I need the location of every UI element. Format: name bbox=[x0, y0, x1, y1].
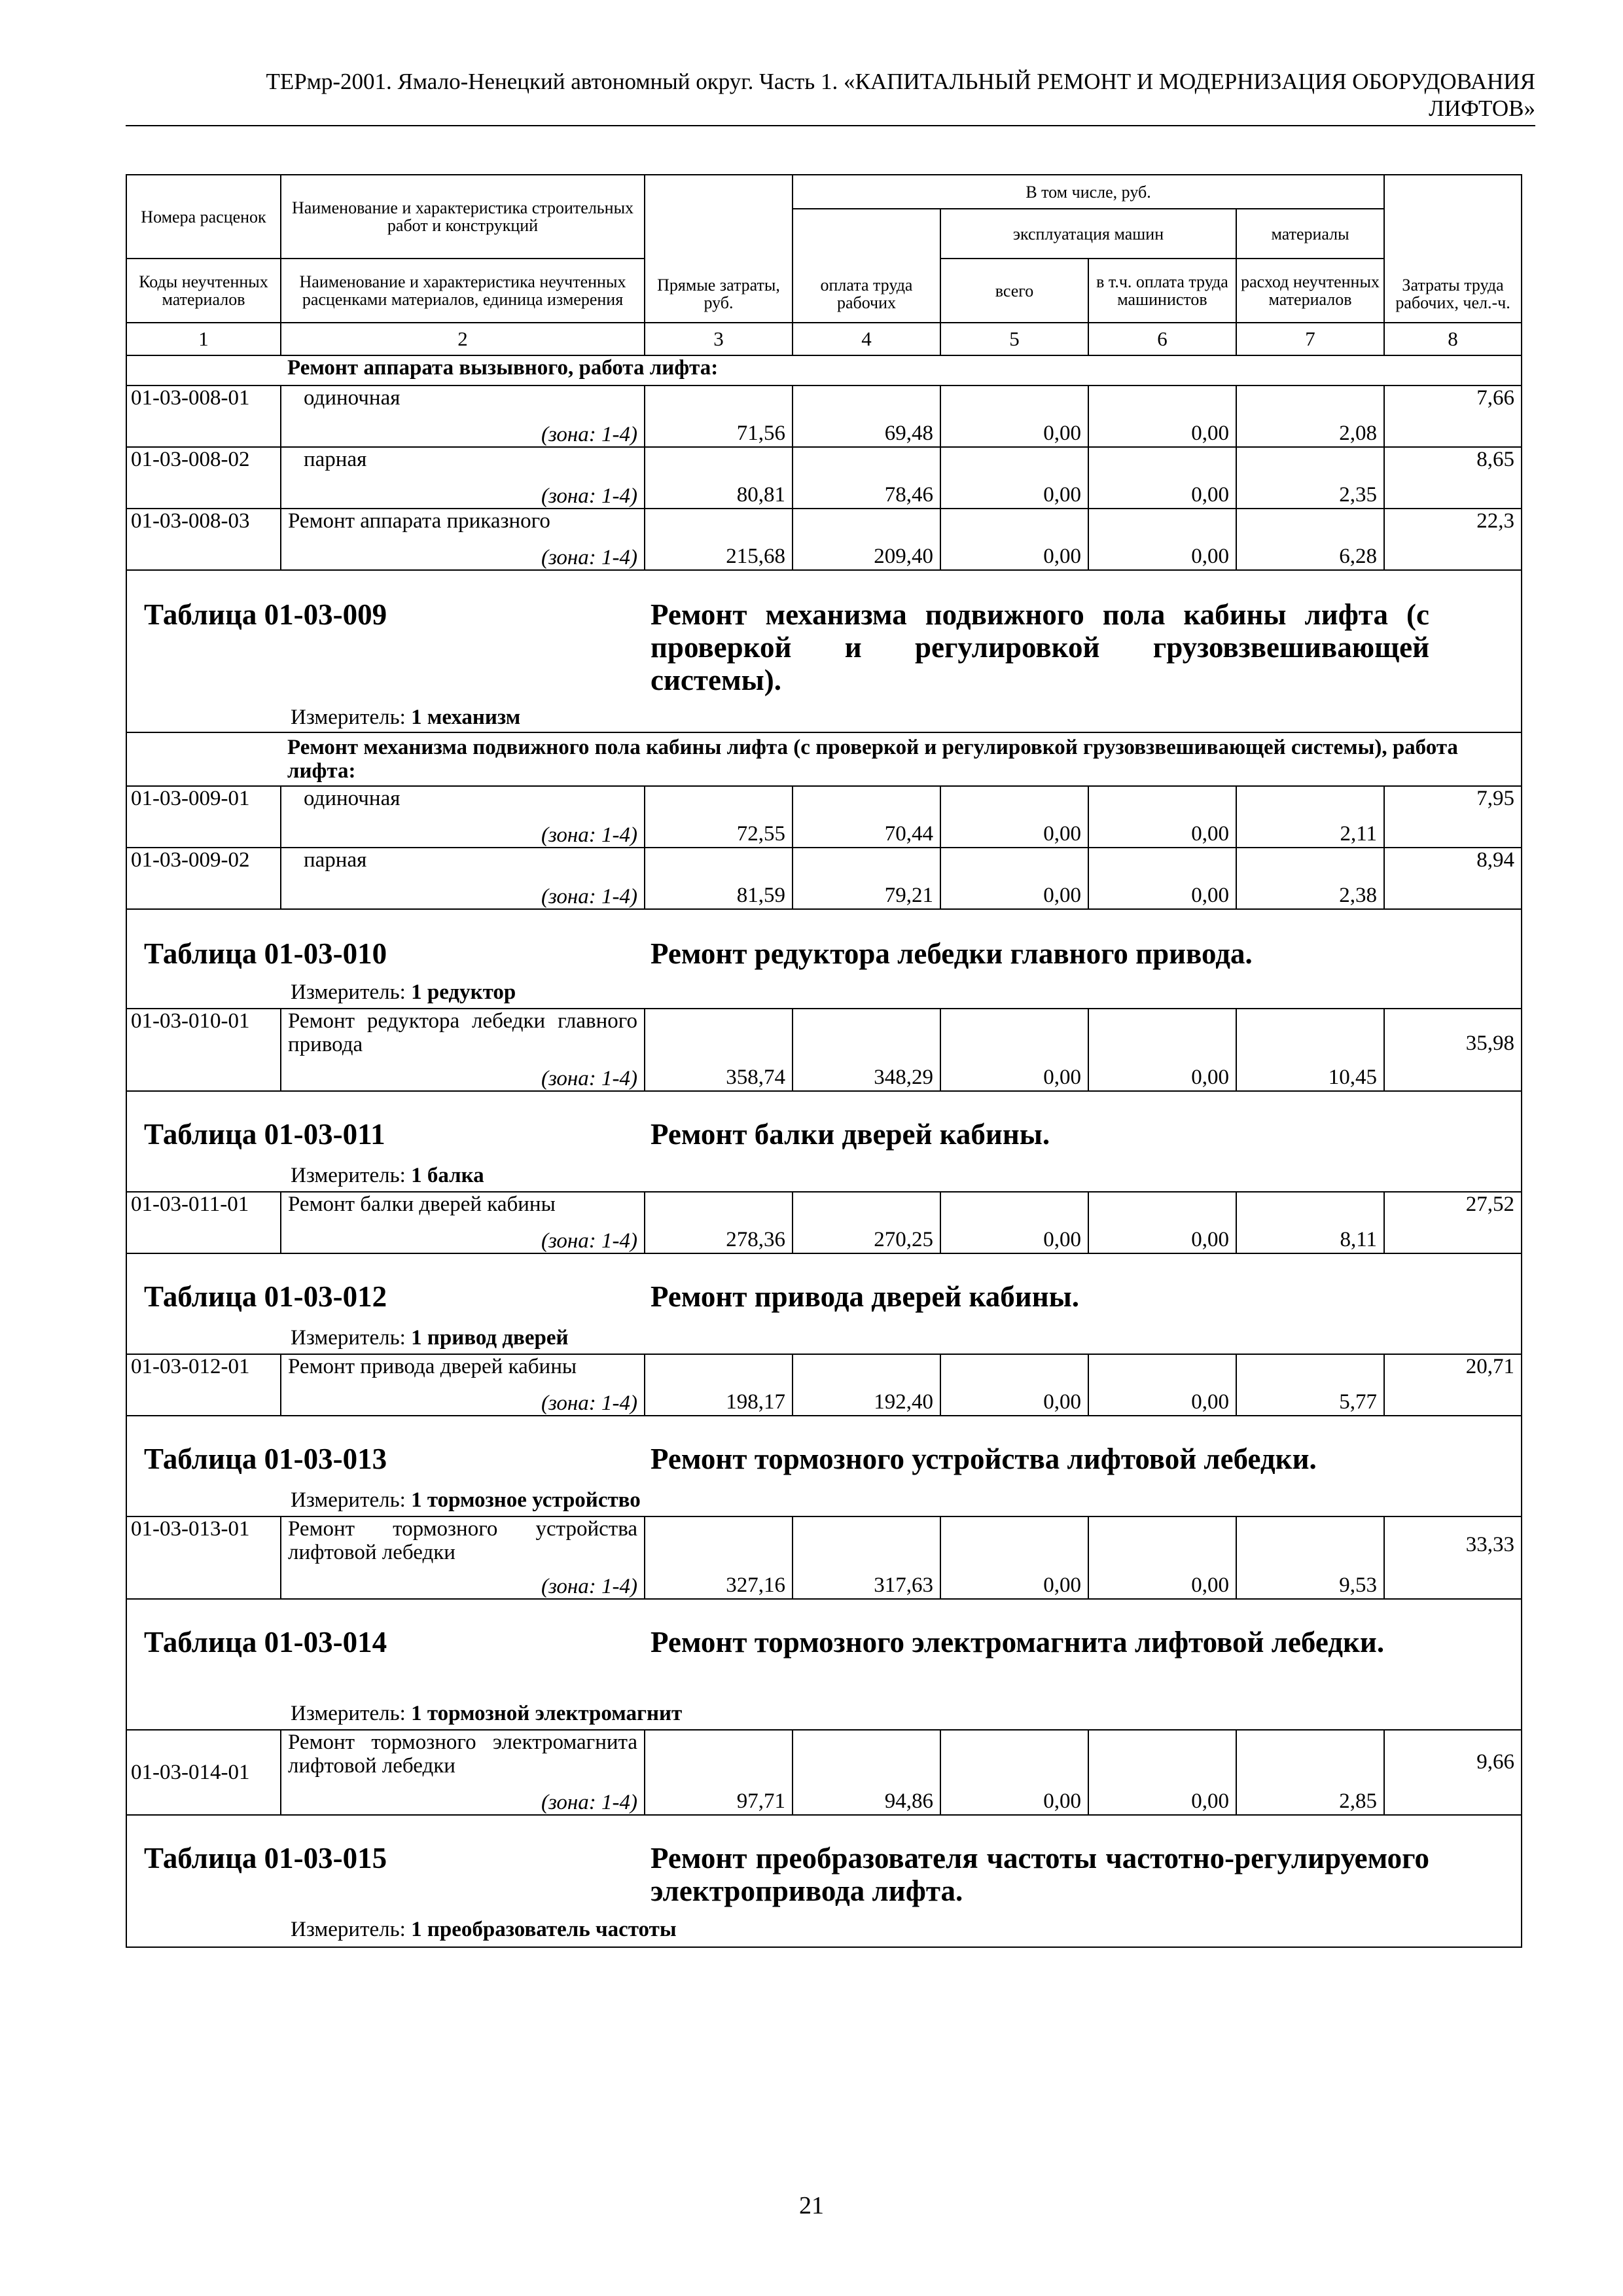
machinist-wages: 0,00 bbox=[1088, 848, 1236, 909]
zone-label: (зона: 1-4) bbox=[281, 1784, 645, 1815]
rate-name: Ремонт аппарата приказного bbox=[281, 509, 645, 539]
direct-cost: 278,36 bbox=[645, 1192, 793, 1253]
wages: 70,44 bbox=[793, 786, 940, 848]
direct-cost: 80,81 bbox=[645, 447, 793, 509]
rate-name: парная bbox=[281, 848, 645, 878]
th-name2: Наименование и характеристика неучтенных расценками материалов, единица измерения bbox=[281, 259, 645, 323]
wages: 317,63 bbox=[793, 1516, 940, 1599]
rate-code: 01-03-009-02 bbox=[126, 848, 281, 909]
table-description: Ремонт тормозного устройства лифтовой лебедки. bbox=[651, 1443, 1317, 1475]
table-description: Ремонт механизма подвижного пола кабины лифта (с проверкой и регулировкой грузовзвешивающей системы). bbox=[651, 598, 1429, 696]
table-description: Ремонт тормозного электромагнита лифтовой лебедки. bbox=[651, 1626, 1385, 1659]
direct-cost: 81,59 bbox=[645, 848, 793, 909]
col-num: 7 bbox=[1236, 323, 1384, 355]
table-row bbox=[126, 1730, 1522, 1784]
table-row bbox=[126, 1009, 1522, 1060]
machinist-wages: 0,00 bbox=[1088, 786, 1236, 848]
machines: 0,00 bbox=[940, 1009, 1088, 1091]
labor-cost: 7,66 bbox=[1384, 386, 1522, 447]
measurer bbox=[291, 1326, 569, 1350]
rate-name: Ремонт привода дверей кабины bbox=[281, 1354, 645, 1384]
labor-cost: 33,33 bbox=[1384, 1516, 1522, 1599]
wages: 69,48 bbox=[793, 386, 940, 447]
measurer-value: 1 тормозное устройство bbox=[411, 1488, 641, 1512]
measurer bbox=[291, 706, 520, 729]
materials: 2,85 bbox=[1236, 1730, 1384, 1815]
zone-label: (зона: 1-4) bbox=[281, 878, 645, 909]
section-heading-row bbox=[126, 732, 1522, 786]
measurer bbox=[291, 1702, 682, 1725]
th-vtom: В том числе, руб. bbox=[793, 175, 1384, 209]
zone-label: (зона: 1-4) bbox=[281, 816, 645, 848]
rate-code: 01-03-012-01 bbox=[126, 1354, 281, 1416]
zone-label: (зона: 1-4) bbox=[281, 477, 645, 509]
measurer-value: 1 механизм bbox=[411, 706, 521, 729]
machines: 0,00 bbox=[940, 1192, 1088, 1253]
labor-cost: 8,94 bbox=[1384, 848, 1522, 909]
header-rule bbox=[126, 125, 1535, 126]
table-title: Таблица 01-03-009 bbox=[144, 598, 387, 631]
th-ekspl: эксплуатация машин bbox=[940, 209, 1236, 259]
measurer-label: Измеритель: bbox=[291, 980, 406, 1004]
page-number: 21 bbox=[799, 2192, 824, 2219]
measurer bbox=[291, 980, 516, 1004]
measurer-value: 1 тормозной электромагнит bbox=[411, 1702, 683, 1725]
th-pryamye: Прямые затраты, руб. bbox=[645, 175, 793, 323]
machinist-wages: 0,00 bbox=[1088, 509, 1236, 570]
rate-code: 01-03-008-03 bbox=[126, 509, 281, 570]
materials: 9,53 bbox=[1236, 1516, 1384, 1599]
wages: 192,40 bbox=[793, 1354, 940, 1416]
machinist-wages: 0,00 bbox=[1088, 1354, 1236, 1416]
materials: 6,28 bbox=[1236, 509, 1384, 570]
th-vsego: всего bbox=[940, 259, 1088, 323]
table-description: Ремонт балки дверей кабины. bbox=[651, 1118, 1050, 1151]
zone-label: (зона: 1-4) bbox=[281, 1568, 645, 1599]
table-row bbox=[126, 447, 1522, 477]
measurer-value: 1 редуктор bbox=[411, 980, 516, 1004]
machines: 0,00 bbox=[940, 1516, 1088, 1599]
th-materialy: материалы bbox=[1236, 209, 1384, 259]
column-number-row bbox=[126, 323, 1522, 355]
rates-table bbox=[126, 174, 1522, 1948]
col-num: 8 bbox=[1384, 323, 1522, 355]
labor-cost: 35,98 bbox=[1384, 1009, 1522, 1091]
section-heading: Ремонт аппарата вызывного, работа лифта: bbox=[281, 355, 1522, 386]
table-title: Таблица 01-03-015 bbox=[144, 1842, 387, 1874]
zone-label: (зона: 1-4) bbox=[281, 1384, 645, 1416]
table-title-block bbox=[126, 1253, 1522, 1354]
machinist-wages: 0,00 bbox=[1088, 1192, 1236, 1253]
rate-name: Ремонт тормозного устройства лифтовой лебедки bbox=[281, 1516, 645, 1568]
col-num: 4 bbox=[793, 323, 940, 355]
materials: 2,08 bbox=[1236, 386, 1384, 447]
rate-name: парная bbox=[281, 447, 645, 477]
wages: 348,29 bbox=[793, 1009, 940, 1091]
col-num: 5 bbox=[940, 323, 1088, 355]
rate-name: Ремонт редуктора лебедки главного привода bbox=[281, 1009, 645, 1060]
measurer-label: Измеритель: bbox=[291, 1326, 406, 1350]
th-name1: Наименование и характеристика строительных работ и конструкций bbox=[281, 175, 645, 259]
measurer-label: Измеритель: bbox=[291, 706, 406, 729]
machinist-wages: 0,00 bbox=[1088, 1730, 1236, 1815]
materials: 2,35 bbox=[1236, 447, 1384, 509]
wages: 270,25 bbox=[793, 1192, 940, 1253]
table-title: Таблица 01-03-014 bbox=[144, 1626, 387, 1659]
machinist-wages: 0,00 bbox=[1088, 1516, 1236, 1599]
rate-code: 01-03-010-01 bbox=[126, 1009, 281, 1091]
wages: 209,40 bbox=[793, 509, 940, 570]
materials: 8,11 bbox=[1236, 1192, 1384, 1253]
measurer-label: Измеритель: bbox=[291, 1702, 406, 1725]
labor-cost: 8,65 bbox=[1384, 447, 1522, 509]
measurer bbox=[291, 1488, 641, 1512]
rate-name: Ремонт тормозного электромагнита лифтовой лебедки bbox=[281, 1730, 645, 1784]
direct-cost: 358,74 bbox=[645, 1009, 793, 1091]
table-title: Таблица 01-03-010 bbox=[144, 937, 387, 970]
rate-name: одиночная bbox=[281, 386, 645, 416]
running-header-line2: ЛИФТОВ» bbox=[1429, 96, 1535, 121]
measurer-label: Измеритель: bbox=[291, 1488, 406, 1512]
table-title-block bbox=[126, 1091, 1522, 1192]
labor-cost: 9,66 bbox=[1384, 1730, 1522, 1815]
th-kody: Коды неучтенных материалов bbox=[126, 259, 281, 323]
th-rashod: расход неучтенных материалов bbox=[1236, 259, 1384, 323]
rate-code: 01-03-013-01 bbox=[126, 1516, 281, 1599]
materials: 5,77 bbox=[1236, 1354, 1384, 1416]
zone-label: (зона: 1-4) bbox=[281, 539, 645, 570]
machinist-wages: 0,00 bbox=[1088, 1009, 1236, 1091]
rate-name: одиночная bbox=[281, 786, 645, 816]
th-nomera: Номера расценок bbox=[126, 175, 281, 259]
machines: 0,00 bbox=[940, 386, 1088, 447]
direct-cost: 327,16 bbox=[645, 1516, 793, 1599]
direct-cost: 97,71 bbox=[645, 1730, 793, 1815]
measurer-value: 1 привод дверей bbox=[411, 1326, 569, 1350]
table-row bbox=[126, 786, 1522, 816]
table-title-block bbox=[126, 1815, 1522, 1947]
table-title-block bbox=[126, 1416, 1522, 1516]
section-heading-row bbox=[126, 355, 1522, 386]
direct-cost: 215,68 bbox=[645, 509, 793, 570]
labor-cost: 7,95 bbox=[1384, 786, 1522, 848]
machines: 0,00 bbox=[940, 1730, 1088, 1815]
measurer bbox=[291, 1918, 677, 1941]
table-title-block bbox=[126, 570, 1522, 732]
measurer-value: 1 балка bbox=[411, 1164, 484, 1187]
col-num: 3 bbox=[645, 323, 793, 355]
table-title-block bbox=[126, 1599, 1522, 1730]
running-header-line1: ТЕРмр-2001. Ямало-Ненецкий автономный округ. Часть 1. «КАПИТАЛЬНЫЙ РЕМОНТ И МОДЕРНИЗАЦИЯ ОБОРУДОВАНИЯ bbox=[266, 69, 1535, 94]
running-header bbox=[126, 68, 1535, 122]
table-row bbox=[126, 848, 1522, 878]
labor-cost: 27,52 bbox=[1384, 1192, 1522, 1253]
measurer-label: Измеритель: bbox=[291, 1918, 406, 1941]
th-oplata: оплата труда рабочих bbox=[793, 209, 940, 323]
machines: 0,00 bbox=[940, 509, 1088, 570]
materials: 10,45 bbox=[1236, 1009, 1384, 1091]
rate-code: 01-03-009-01 bbox=[126, 786, 281, 848]
table-row bbox=[126, 1192, 1522, 1222]
materials: 2,11 bbox=[1236, 786, 1384, 848]
rate-name: Ремонт балки дверей кабины bbox=[281, 1192, 645, 1222]
machinist-wages: 0,00 bbox=[1088, 386, 1236, 447]
materials: 2,38 bbox=[1236, 848, 1384, 909]
table-title: Таблица 01-03-013 bbox=[144, 1443, 387, 1475]
wages: 79,21 bbox=[793, 848, 940, 909]
col-num: 6 bbox=[1088, 323, 1236, 355]
machinist-wages: 0,00 bbox=[1088, 447, 1236, 509]
wages: 78,46 bbox=[793, 447, 940, 509]
th-zatraty: Затраты труда рабочих, чел.-ч. bbox=[1384, 175, 1522, 323]
rate-code: 01-03-011-01 bbox=[126, 1192, 281, 1253]
machines: 0,00 bbox=[940, 447, 1088, 509]
table-row bbox=[126, 509, 1522, 539]
table-row bbox=[126, 386, 1522, 416]
zone-label: (зона: 1-4) bbox=[281, 416, 645, 447]
wages: 94,86 bbox=[793, 1730, 940, 1815]
table-header-row bbox=[126, 175, 1522, 209]
table-description: Ремонт преобразователя частоты частотно-регулируемого электропривода лифта. bbox=[651, 1842, 1429, 1907]
measurer bbox=[291, 1164, 484, 1187]
table-row bbox=[126, 1354, 1522, 1384]
table-description: Ремонт привода дверей кабины. bbox=[651, 1280, 1080, 1313]
table-title: Таблица 01-03-011 bbox=[144, 1118, 385, 1151]
table-row bbox=[126, 1516, 1522, 1568]
measurer-label: Измеритель: bbox=[291, 1164, 406, 1187]
direct-cost: 72,55 bbox=[645, 786, 793, 848]
rate-code: 01-03-008-01 bbox=[126, 386, 281, 447]
col-num: 2 bbox=[281, 323, 645, 355]
direct-cost: 198,17 bbox=[645, 1354, 793, 1416]
labor-cost: 22,3 bbox=[1384, 509, 1522, 570]
machines: 0,00 bbox=[940, 848, 1088, 909]
table-title-block bbox=[126, 909, 1522, 1009]
zone-label: (зона: 1-4) bbox=[281, 1060, 645, 1091]
direct-cost: 71,56 bbox=[645, 386, 793, 447]
measurer-value: 1 преобразователь частоты bbox=[411, 1918, 677, 1941]
rate-code: 01-03-008-02 bbox=[126, 447, 281, 509]
rate-code: 01-03-014-01 bbox=[126, 1730, 281, 1815]
th-vtch: в т.ч. оплата труда машинистов bbox=[1088, 259, 1236, 323]
col-num: 1 bbox=[126, 323, 281, 355]
table-description: Ремонт редуктора лебедки главного привода. bbox=[651, 937, 1253, 970]
machines: 0,00 bbox=[940, 1354, 1088, 1416]
zone-label: (зона: 1-4) bbox=[281, 1222, 645, 1253]
table-title: Таблица 01-03-012 bbox=[144, 1280, 387, 1313]
labor-cost: 20,71 bbox=[1384, 1354, 1522, 1416]
section-heading: Ремонт механизма подвижного пола кабины лифта (с проверкой и регулировкой грузовзвешивающей системы), работа лифта: bbox=[281, 732, 1522, 786]
machines: 0,00 bbox=[940, 786, 1088, 848]
